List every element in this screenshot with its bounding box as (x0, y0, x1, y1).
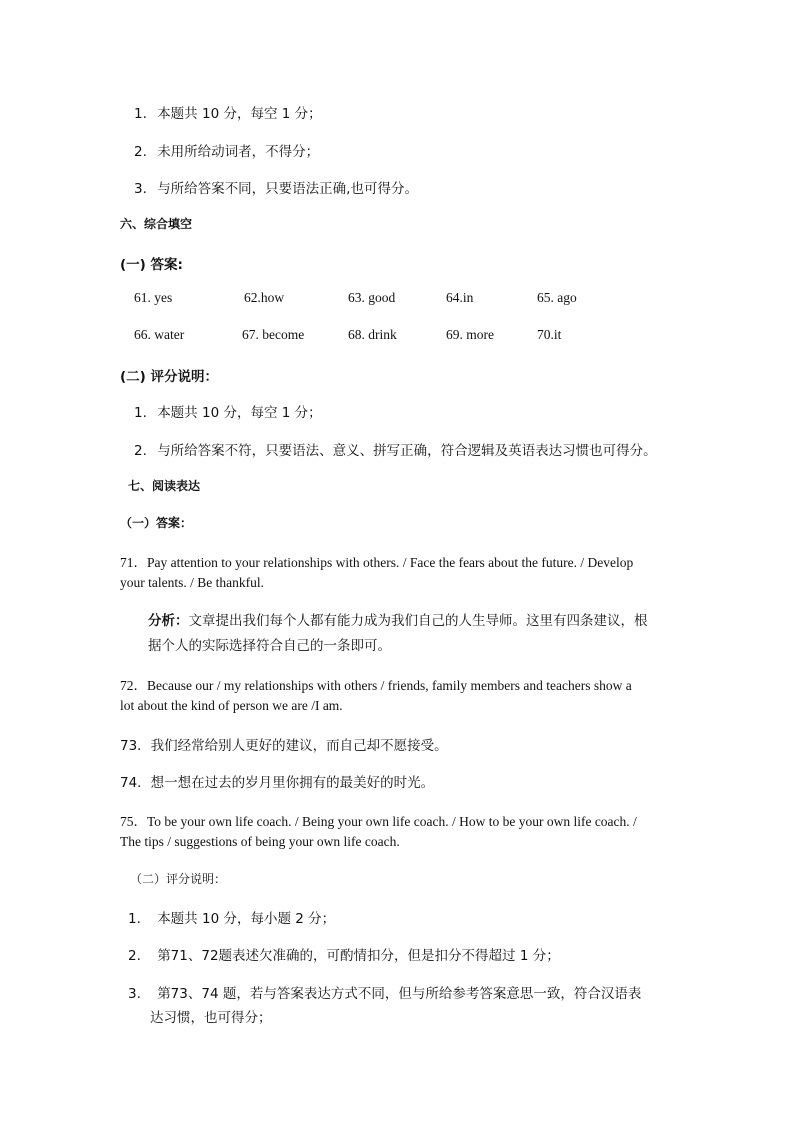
answer-72-line-1: 72．Because our / my relationships with others / friends, family members and teachers show a (120, 678, 632, 693)
sec7-rule-1 (128, 907, 335, 927)
sec6-rule-1 (134, 401, 322, 421)
answer-70: 70.it (537, 327, 562, 342)
rule-number: 2. (128, 948, 141, 964)
rule-number: 3. (134, 181, 147, 197)
section-7-heading: 七、阅读表达 (128, 479, 201, 493)
sec7-rule-3-line-2: 达习惯，也可得分； (150, 1010, 272, 1026)
rule-number: 1. (134, 405, 147, 421)
answer-61: 61. yes (134, 290, 173, 305)
answer-65: 65. ago (537, 290, 577, 305)
sec5-rule-1 (134, 102, 322, 122)
rule-text: 与所给答案不同，只要语法正确,也可得分。 (157, 181, 418, 197)
analysis-line-2: 据个人的实际选择符合自己的一条即可。 (148, 638, 391, 654)
answer-71-line-2: your talents. / Be thankful. (120, 575, 264, 590)
section-6-heading: 六、综合填空 (120, 217, 193, 231)
answer-72-line-2: lot about the kind of person we are /I am. (120, 698, 343, 713)
rule-text: 第71、72题表述欠准确的，可酌情扣分，但是扣分不得超过 1 分； (157, 948, 560, 964)
sec7-rule-3 (128, 982, 641, 1002)
answer-71-line-1: 71．Pay attention to your relationships with others. / Face the fears about the future. / Develop (120, 555, 634, 570)
rule-text: 第73、74 题，若与答案表达方式不同，但与所给参考答案意思一致，符合汉语表 (157, 986, 642, 1002)
section-6-answers-label: (一) 答案: (120, 257, 183, 273)
answer-66: 66. water (134, 327, 185, 342)
section-6-scoring-label: (二) 评分说明： (120, 369, 219, 385)
analysis-line-1 (148, 609, 648, 629)
rule-number: 3. (128, 986, 141, 1002)
sec7-rule-2 (128, 944, 560, 964)
answer-62: 62.how (244, 290, 285, 305)
answer-73: 73．我们经常给别人更好的建议，而自己却不愿接受。 (120, 738, 448, 754)
rule-number: 1. (134, 106, 147, 122)
answer-75-line-2: The tips / suggestions of being your own life coach. (120, 834, 400, 849)
answer-74: 74．想一想在过去的岁月里你拥有的最美好的时光。 (120, 775, 435, 791)
answer-67: 67. become (242, 327, 305, 342)
rule-number: 1. (128, 911, 141, 927)
rule-text: 本题共 10 分，每空 1 分； (157, 106, 322, 122)
sec6-rule-2 (134, 439, 657, 459)
answer-64: 64.in (446, 290, 474, 305)
answer-69: 69. more (446, 327, 494, 342)
answer-75-line-1: 75．To be your own life coach. / Being your own life coach. / How to be your own life coach. / (120, 814, 637, 829)
rule-text: 未用所给动词者，不得分； (157, 144, 320, 160)
rule-number: 2. (134, 443, 147, 459)
rule-text: 本题共 10 分，每空 1 分； (157, 405, 322, 421)
answer-63: 63. good (348, 290, 396, 305)
rule-number: 2. (134, 144, 147, 160)
section-7-answers-label: （一）答案： (120, 516, 193, 530)
sec5-rule-3 (134, 177, 418, 197)
section-7-scoring-label: （二）评分说明： (130, 872, 227, 886)
analysis-text: 文章提出我们每个人都有能力成为我们自己的人生导师。这里有四条建议，根 (188, 613, 648, 629)
answer-68: 68. drink (348, 327, 397, 342)
rule-text: 与所给答案不符，只要语法、意义、拼写正确，符合逻辑及英语表达习惯也可得分。 (157, 443, 657, 459)
sec5-rule-2 (134, 140, 319, 160)
analysis-label: 分析： (148, 613, 189, 629)
rule-text: 本题共 10 分，每小题 2 分； (157, 911, 336, 927)
